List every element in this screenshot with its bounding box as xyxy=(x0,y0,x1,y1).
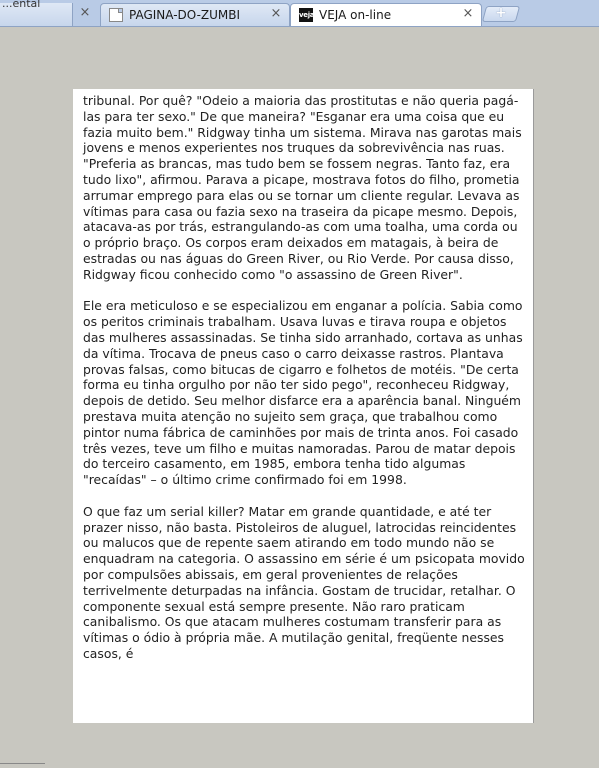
plus-icon: + xyxy=(495,5,507,21)
status-bar-edge xyxy=(0,763,45,768)
article-paragraph: tribunal. Por quê? "Odeio a maioria das prostitutas e não queria pagá-las para ter sexo." De que maneira? "Esganar era uma coisa que eu fazia muito bem." Ridgway tinha um sistema. Mirava nas garotas mais jovens e menos experientes nos truques da sobrevivência nas ruas. "Preferia as brancas, mas tudo bem se fossem negras. Tanto faz, era tudo lixo", afirmou. Parava a picape, mostrava fotos do filho, prometia arrumar emprego para elas ou se tornar um cliente regular. Levava as vítimas para casa ou fazia sexo na traseira da picape mesmo. Depois, atacava-as por trás, estrangulando-as com uma toalha, uma corda ou o próprio braço. Os corpos eram deixados em matagais, à beira de estradas ou nas águas do Green River, ou Rio Verde. Por causa disso, Ridgway ficou conhecido como "o assassino de Green River". xyxy=(83,93,522,282)
tab-close-icon[interactable]: × xyxy=(270,6,282,21)
veja-logo-icon: veja xyxy=(299,8,313,22)
page-icon xyxy=(109,8,123,22)
tab-partial-label: ...ental xyxy=(2,0,41,10)
article-page xyxy=(73,89,534,723)
tab-close-icon[interactable]: × xyxy=(79,5,91,20)
tab-strip xyxy=(0,0,599,27)
tab-veja-online[interactable] xyxy=(290,3,482,27)
article-paragraph: Ele era meticuloso e se especializou em enganar a polícia. Sabia como os peritos criminais trabalham. Usava luvas e tirava roupa e objetos das mulheres assassinadas. Se tinha sido arranhado, cortava as unhas da vítima. Trocava de pneus caso o carro deixasse rastros. Plantava provas falsas, como bitucas de cigarro e folhetos de motéis. "De certa forma eu tinha orgulho por não ter sido pego", reconheceu Ridgway, depois de detido. Seu melhor disfarce era a aparência banal. Ninguém prestava muita atenção no sujeito sem graça, que trabalhou como pintor numa fábrica de caminhões por mais de trinta anos. Foi casado três vezes, teve um filho e muitas namoradas. Parou de matar depois do terceiro casamento, em 1985, embora tenha tido algumas "recaídas" – o último crime confirmado foi em 1998. xyxy=(83,298,523,488)
tab-partial[interactable] xyxy=(0,0,73,26)
new-tab-button[interactable] xyxy=(482,6,520,22)
article-body xyxy=(83,93,527,677)
article-paragraph: O que faz um serial killer? Matar em grande quantidade, e até ter prazer nisso, não basta. Pistoleiros de aluguel, latrocidas reincidentes ou malucos que de repente saem atirando em todo mundo não se enquadram na categoria. O assassino em série é um psicopata movido por compulsões abissais, em geral provenientes de relações terrivelmente deturpadas na infância. Gostam de trucidar, retalhar. O componente sexual está sempre presente. Não raro praticam canibalismo. Os que atacam mulheres costumam transferir para as vítimas o ódio à própria mãe. A mutilação genital, freqüente nesses casos, é xyxy=(83,503,525,661)
tab-label: VEJA on-line xyxy=(319,8,392,22)
tab-label: PAGINA-DO-ZUMBI xyxy=(129,8,241,22)
tab-close-icon[interactable]: × xyxy=(462,6,474,21)
tab-pagina-do-zumbi[interactable] xyxy=(100,3,290,26)
